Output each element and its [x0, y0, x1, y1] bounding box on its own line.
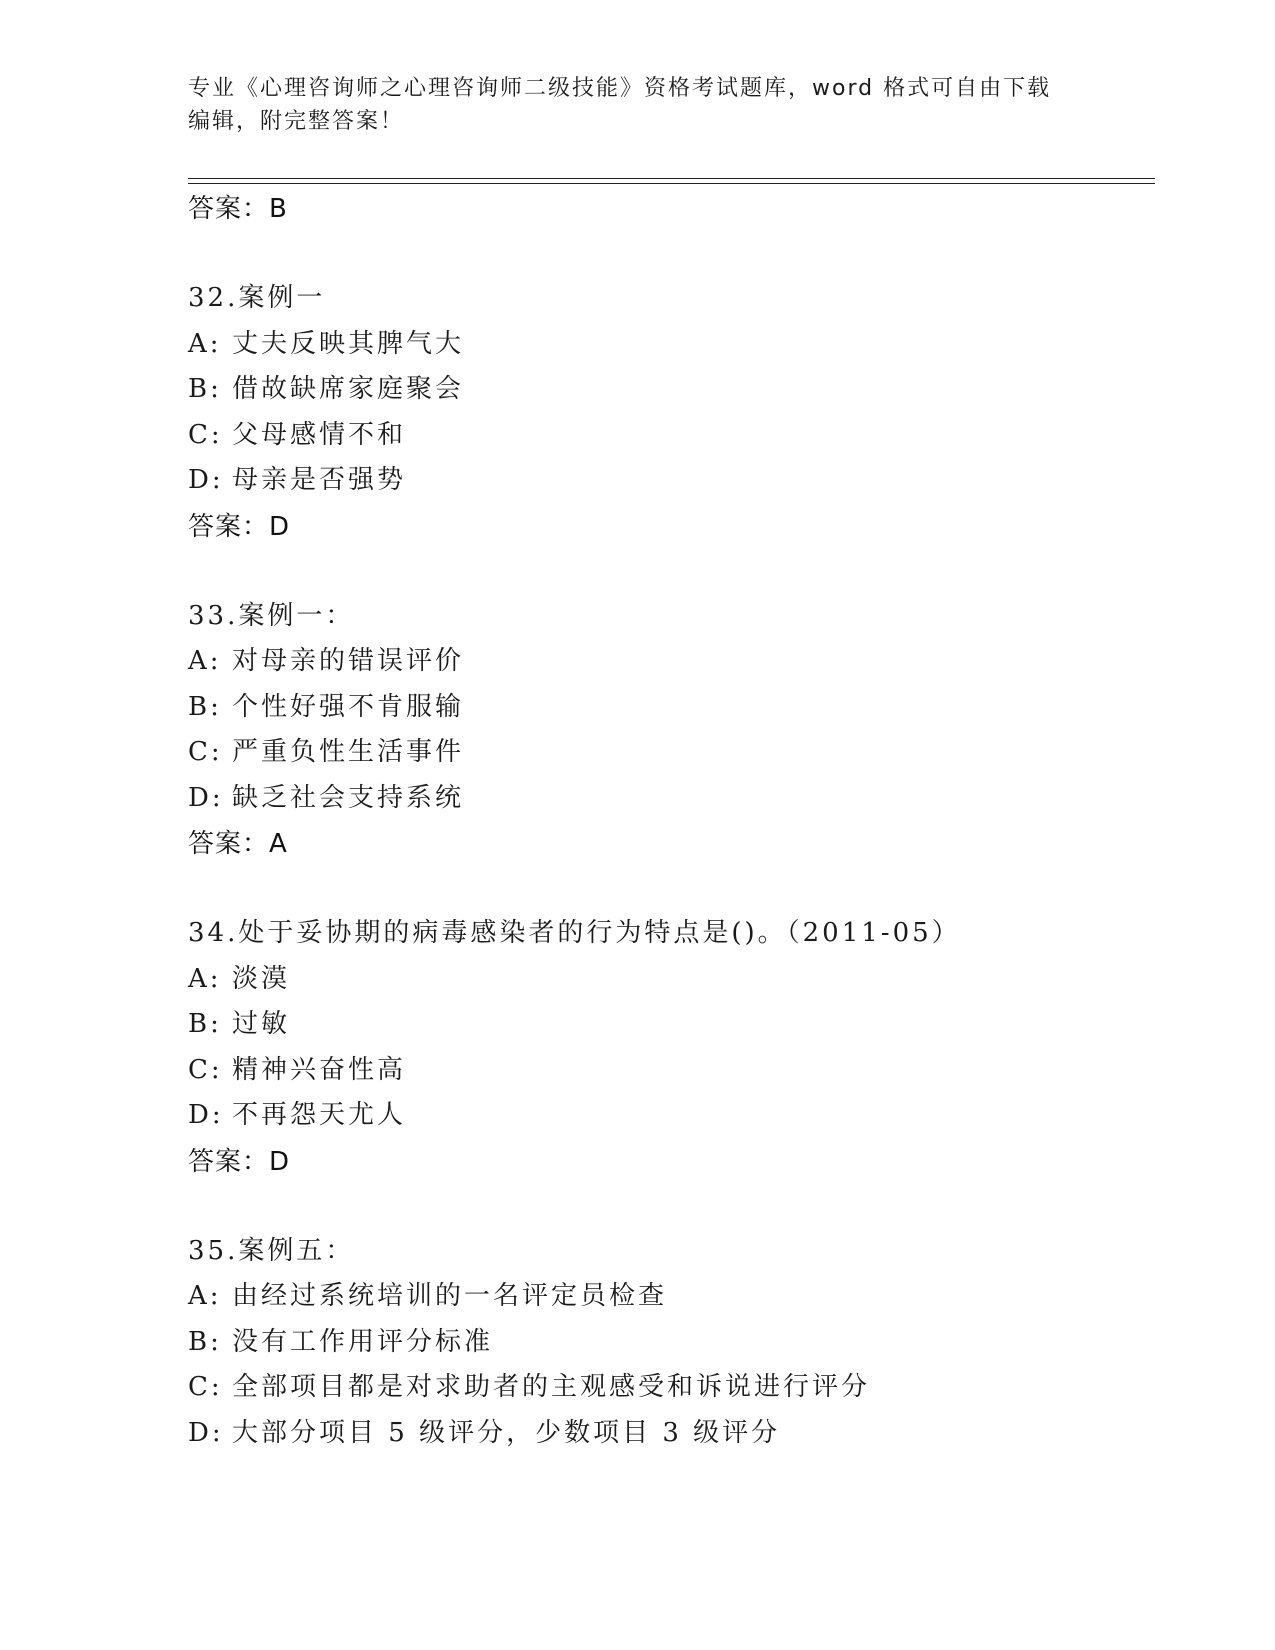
- option-text: 个性好强不肯服输: [232, 691, 465, 722]
- header-divider-top: [188, 178, 1155, 179]
- option-c: [188, 730, 1168, 776]
- header-line-2: 编辑，附完整答案！: [188, 109, 405, 134]
- option-text: 淡漠: [232, 963, 291, 994]
- question-35: [188, 1229, 1168, 1457]
- option-text: 借故缺席家庭聚会: [232, 374, 465, 404]
- option-b: [188, 367, 1168, 413]
- option-d: [188, 1093, 1168, 1139]
- option-key: C:: [188, 737, 223, 767]
- option-a: [188, 639, 1168, 685]
- option-key: A:: [188, 963, 222, 994]
- option-text: 不再怨天尤人: [232, 1100, 407, 1130]
- option-key: D:: [188, 782, 224, 813]
- question-title: 34.处于妥协期的病毒感染者的行为特点是()。（2011-05）: [188, 918, 961, 948]
- option-key: A:: [188, 328, 222, 359]
- option-text: 由经过系统培训的一名评定员检查: [232, 1281, 668, 1311]
- option-text: 过敏: [232, 1009, 291, 1039]
- option-text: 严重负性生活事件: [232, 737, 465, 767]
- option-text: 丈夫反映其脾气大: [232, 328, 465, 359]
- option-c: [188, 1365, 1168, 1411]
- option-key: D:: [188, 1100, 224, 1130]
- question-title: 32.案例一: [188, 283, 326, 313]
- option-b: [188, 1320, 1168, 1366]
- question-32: [188, 276, 1168, 550]
- option-text: 大部分项目 5 级评分，少数项目 3 级评分: [232, 1417, 781, 1448]
- option-key: C:: [188, 419, 223, 450]
- option-a: [188, 1274, 1168, 1320]
- answer-label: 答案：D: [188, 1146, 291, 1177]
- option-text: 对母亲的错误评价: [232, 646, 465, 676]
- option-key: B:: [188, 691, 222, 722]
- option-text: 精神兴奋性高: [232, 1054, 407, 1085]
- answer-label: 答案：A: [188, 829, 288, 859]
- option-key: B:: [188, 1326, 222, 1357]
- option-key: A:: [188, 646, 222, 676]
- option-d: [188, 458, 1168, 504]
- header-line-1: 专业《心理咨询师之心理咨询师二级技能》资格考试题库，word 格式可自由下载: [188, 76, 1052, 101]
- option-d: [188, 1411, 1168, 1457]
- option-text: 父母感情不和: [232, 419, 407, 450]
- header-divider-bottom: [188, 183, 1155, 184]
- question-33: [188, 594, 1168, 868]
- option-a: [188, 957, 1168, 1003]
- question-title: 35.案例五：: [188, 1235, 355, 1266]
- question-title: 33.案例一：: [188, 600, 355, 631]
- option-key: A:: [188, 1281, 222, 1311]
- option-b: [188, 685, 1168, 731]
- option-text: 母亲是否强势: [232, 465, 407, 495]
- option-c: [188, 1048, 1168, 1094]
- document-header: [188, 72, 1088, 138]
- option-key: D:: [188, 465, 224, 495]
- option-text: 全部项目都是对求助者的主观感受和诉说进行评分: [232, 1372, 871, 1402]
- option-text: 缺乏社会支持系统: [232, 782, 465, 813]
- answer-label: 答案：D: [188, 511, 291, 542]
- option-key: C:: [188, 1054, 223, 1085]
- option-key: C:: [188, 1372, 223, 1402]
- option-c: [188, 413, 1168, 459]
- option-key: D:: [188, 1417, 224, 1448]
- option-a: [188, 322, 1168, 368]
- question-list: [188, 186, 1168, 1456]
- option-b: [188, 1002, 1168, 1048]
- option-key: B:: [188, 374, 222, 404]
- option-key: B:: [188, 1009, 222, 1039]
- answer-label: 答案：B: [188, 194, 288, 224]
- question-34: [188, 911, 1168, 1185]
- option-text: 没有工作用评分标准: [232, 1326, 494, 1357]
- option-d: [188, 776, 1168, 822]
